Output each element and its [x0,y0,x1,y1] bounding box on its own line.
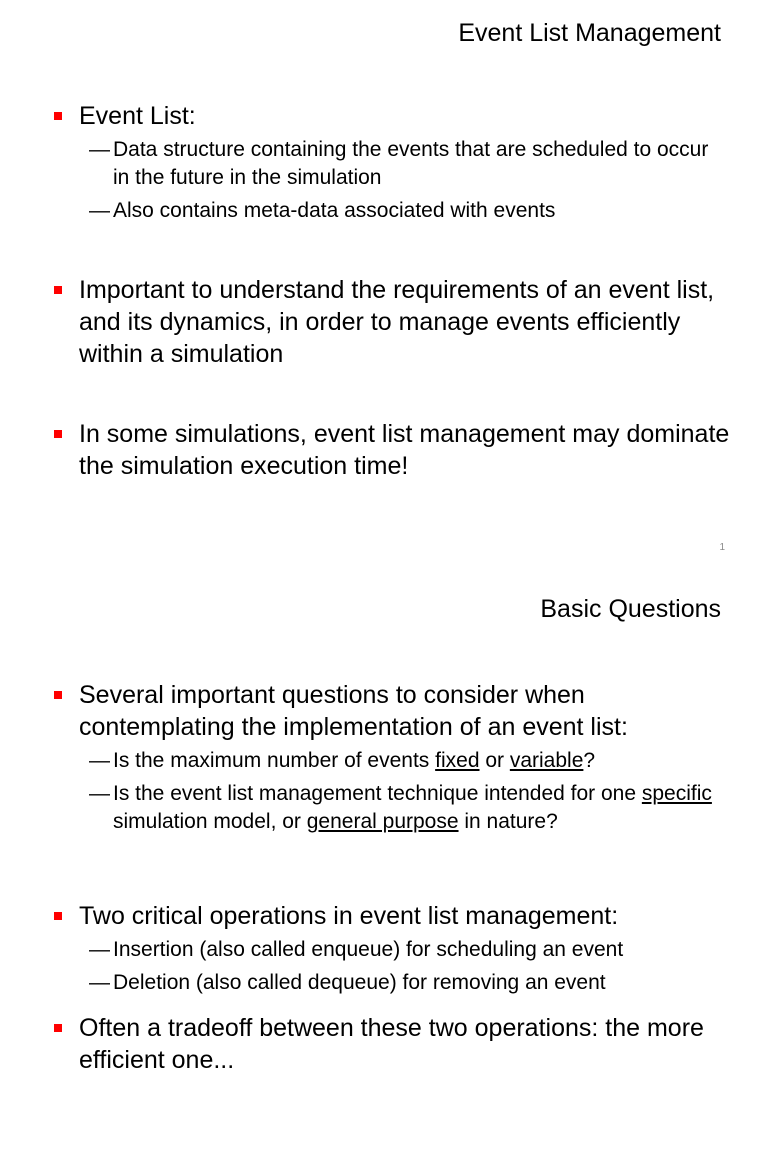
red-square-bullet-icon [54,912,62,920]
sub-item-text: Is the event list management technique intended for one [113,782,642,805]
bullet-text: Event List: [79,102,196,130]
red-square-bullet-icon [54,430,62,438]
underlined-term: variable [509,749,584,772]
bullet-text: Two critical operations in event list management: [79,902,619,930]
dash-bullet-icon: — [89,138,110,161]
bullet-text: Often a tradeoff between these two operations: the more efficient one... [79,1014,704,1074]
dash-bullet-icon: — [89,971,110,994]
sub-list [89,936,730,997]
bullet-tradeoff-partial [50,1012,730,1076]
dash-bullet-icon: — [89,782,110,805]
sub-item [89,136,730,192]
sub-item [89,780,730,836]
dash-bullet-icon: — [89,749,110,772]
bullet-text: Several important questions to consider when contemplating the implementation of an event list: [79,681,628,741]
dash-bullet-icon: — [89,199,110,222]
slide-title: Basic Questions [540,595,721,623]
sub-item [89,197,730,225]
sub-item-text: Data structure containing the events that are scheduled to occur in the future in the simulation [113,138,709,189]
red-square-bullet-icon [54,691,62,699]
slide-basic-questions [0,576,768,1152]
red-square-bullet-icon [54,112,62,120]
sub-item-text: ? [583,749,596,772]
underlined-term: general purpose [306,810,459,833]
bullet-important-requirements [50,274,730,370]
bullet-text: In some simulations, event list management may dominate the simulation execution time! [79,420,730,480]
sub-list [89,747,730,836]
sub-item-text: Also contains meta-data associated with events [113,199,556,222]
sub-item-text: Deletion (also called dequeue) for removing an event [113,971,606,994]
sub-item-text: Is the maximum number of events [113,749,436,772]
underlined-term: fixed [435,749,480,772]
page-number: 1 [719,542,725,553]
dash-bullet-icon: — [89,938,110,961]
bullet-event-list [50,100,730,230]
sub-item-text: or [479,749,510,772]
bullet-critical-operations [50,900,730,1002]
sub-item [89,969,730,997]
sub-item [89,747,730,775]
bullet-important-questions [50,679,730,841]
slide-title: Event List Management [458,19,721,47]
sub-item-text: in nature? [458,810,558,833]
sub-item-text: simulation model, or [113,810,307,833]
bullet-dominate-execution [50,418,730,482]
underlined-term: specific [641,782,712,805]
red-square-bullet-icon [54,286,62,294]
sub-list [89,136,730,225]
bullet-text: Important to understand the requirements of an event list, and its dynamics, in order to manage events efficiently within a simulation [79,276,715,368]
red-square-bullet-icon [54,1024,62,1032]
sub-item [89,936,730,964]
sub-item-text: Insertion (also called enqueue) for scheduling an event [113,938,624,961]
